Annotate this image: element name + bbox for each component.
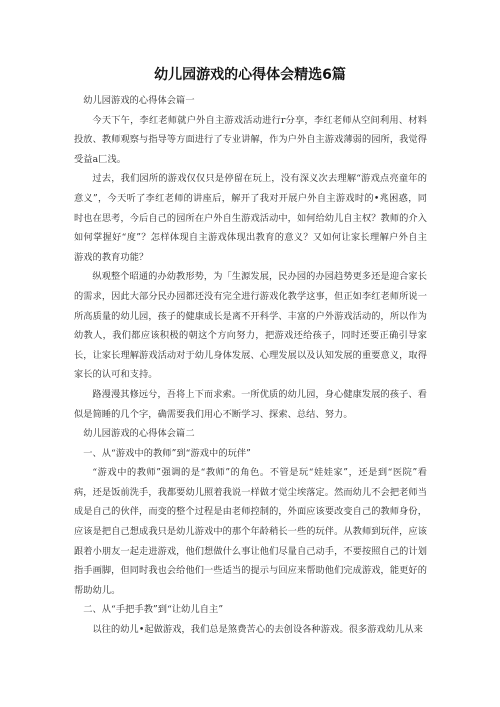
- section-heading-2: 幼儿园游戏的心得体会篇二: [83, 428, 195, 440]
- paragraph-6: 以往的幼儿•起做游戏，我们总是煞费苦心的去创设各种游戏。很多游戏幼儿从来: [92, 624, 423, 636]
- paragraph-2: 过去，我们园所的游戏仅仅只是停留在玩上，没有深义次去理解“游戏点亮童年的意义”，今天听了李红老师的讲座后，解开了我对开展户外自主游戏时的•兆困惑，同时也在思考，今后自己的园所在户外自生游戏活动中，如何给幼儿自主权？教师的介入如何掌握好“度”？怎样体现自主游戏体现出教育的意义？又如何让家长理解户外自主游戏的教育功能？: [74, 173, 427, 263]
- paragraph-5: “游戏中的教师”强调的是“教师”的角色。不管是玩“娃娃家”，还是到“医院”看病，还是饭前洗手，我都要幼儿照着我说一样做才觉尘埃落定。然而幼儿不会把老师当成是自己的伙伴，而变的整个过程是由老师控制的，外面应该要改变自己的教师身份，应该是把自己想成我只是幼儿游戏中的那个年龄稍长一些的玩伴。从教师到玩伴，应该跟着小朋友一起走进游戏，他们想做什么事让他们尽量自己动手，不要按照自己的计划指手画脚，但同时我也会给他们一些适当的提示与回应来帮助他们完成游戏，能更好的帮助幼儿。: [74, 467, 427, 596]
- subheading-1: 一、从“游戏中的教师”到“游戏中的玩伴”: [83, 447, 251, 459]
- paragraph-4: 路漫漫其修远兮，吾将上下而求索。一所优质的幼儿园，身心健康发展的孩子、看似是简睡的几个字，确需要我们用心不断学习、探索、总结、努力。: [74, 388, 427, 420]
- paragraph-1: 今天下午，李红老师就户外自主游戏活动进行r分享，李红老师从空间利用、材料投放、教师观察与指导等方面进行了专业讲解，作为户外自主游戏薄弱的园所，我觉得受益a匚浅。: [74, 114, 427, 165]
- paragraph-3: 纵观整个昭通的办幼教形势，为「生源发展，民办园的办园趋势更多还是迎合家长的需求，因此大部分民办园都还没有完全进行游戏化教学这事，但正如李红老师所说一所高质量的幼儿园，孩子的健康成长是离不开科学、丰富的户外游戏活动的，所以作为幼教人，我们都应该积极的朝这个方向努力，把游戏还给孩子，同时还要正确引导家长，让家长理解游戏活动对于幼儿身体发展、心理发展以及认知发展的重要意义，取得家长的认可和支持。: [74, 271, 427, 381]
- document-body: [74, 91, 427, 640]
- section-heading-1: 幼儿园游戏的心得体会篇一: [83, 95, 195, 106]
- document-title: 幼儿园游戏的心得体会精选6篇: [154, 67, 346, 83]
- subheading-2: 二、从“手把手教”到“让幼儿自主”: [83, 604, 224, 616]
